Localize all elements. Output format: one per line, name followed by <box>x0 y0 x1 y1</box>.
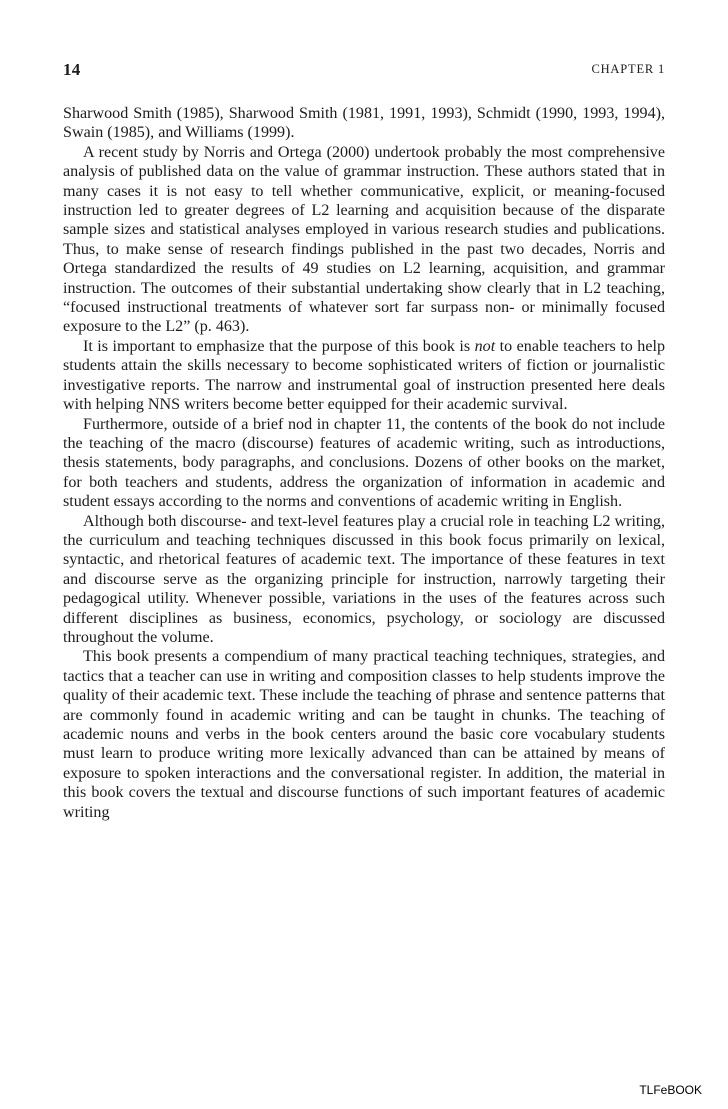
page-number: 14 <box>63 60 81 79</box>
paragraph-text: Furthermore, outside of a brief nod in chapter 11, the contents of the book do not include the teaching of the macro (discourse) features of academic writing, such as introductions, thesis statements, body paragraphs, and conclusions. Dozens of other books on the market, for both teachers and students, address the organization of information in academic and student essays according to the norms and conventions of academic writing in English. <box>63 415 665 511</box>
paragraph-1 <box>63 104 665 143</box>
emphasis-not: not <box>474 337 496 355</box>
body-text <box>63 104 665 822</box>
paragraph-5 <box>63 512 665 648</box>
paragraph-text: A recent study by Norris and Ortega (2000) undertook probably the most comprehensive analysis of published data on the value of grammar instruction. These authors stated that in many cases it is not easy to tell whether communicative, explicit, or meaning-focused instruction led to greater degrees of L2 learning and acquisition because of the disparate sample sizes and statistical analyses employed in various research studies and publications. Thus, to make sense of research findings published in the past two decades, Norris and Ortega standardized the results of 49 studies on L2 learning, acquisition, and grammar instruction. The outcomes of their substantial undertaking show clearly that in L2 teaching, “focused instructional treatments of whatever sort far surpass non- or minimally focused exposure to the L2” (p. 463). <box>63 143 665 336</box>
page-header <box>63 60 665 84</box>
paragraph-text: Sharwood Smith (1985), Sharwood Smith (1981, 1991, 1993), Schmidt (1990, 1993, 1994), Swain (1985), and Williams (1999). <box>63 105 665 142</box>
paragraph-text: This book presents a compendium of many practical teaching techniques, strategies, and tactics that a teacher can use in writing and composition classes to help students improve the quality of their academic text. These include the teaching of phrase and sentence patterns that are commonly found in academic writing and can be taught in chunks. The teaching of academic nouns and verbs in the book centers around the basic core vocabulary students must learn to produce writing more lexically advanced than can be attained by means of exposure to spoken interactions and the conversational register. In addition, the material in this book covers the textual and discourse functions of such important features of academic writing <box>63 648 665 821</box>
paragraph-text: Although both discourse- and text-level features play a crucial role in teaching L2 writing, the curriculum and teaching techniques discussed in this book focus primarily on lexical, syntactic, and rhetorical features of academic text. The importance of these features in text and discourse serve as the organizing principle for instruction, narrowly targeting their pedagogical utility. Whenever possible, variations in the uses of the features across such different disciplines as business, economics, psychology, or sociology are discussed throughout the volume. <box>63 512 665 646</box>
chapter-label: CHAPTER 1 <box>591 62 665 76</box>
paragraph-4 <box>63 415 665 512</box>
source-watermark: TLFeBOOK <box>639 1083 702 1097</box>
paragraph-3 <box>63 337 665 415</box>
paragraph-text: to enable teachers to help students attain the skills necessary to become sophisticated writers of fiction or journalistic investigative reports. The narrow and instrumental goal of instruction presented here deals with helping NNS writers become better equipped for their academic survival. <box>63 337 665 414</box>
paragraph-text: It is important to emphasize that the purpose of this book is <box>83 337 475 355</box>
paragraph-6 <box>63 647 665 822</box>
paragraph-2 <box>63 143 665 337</box>
